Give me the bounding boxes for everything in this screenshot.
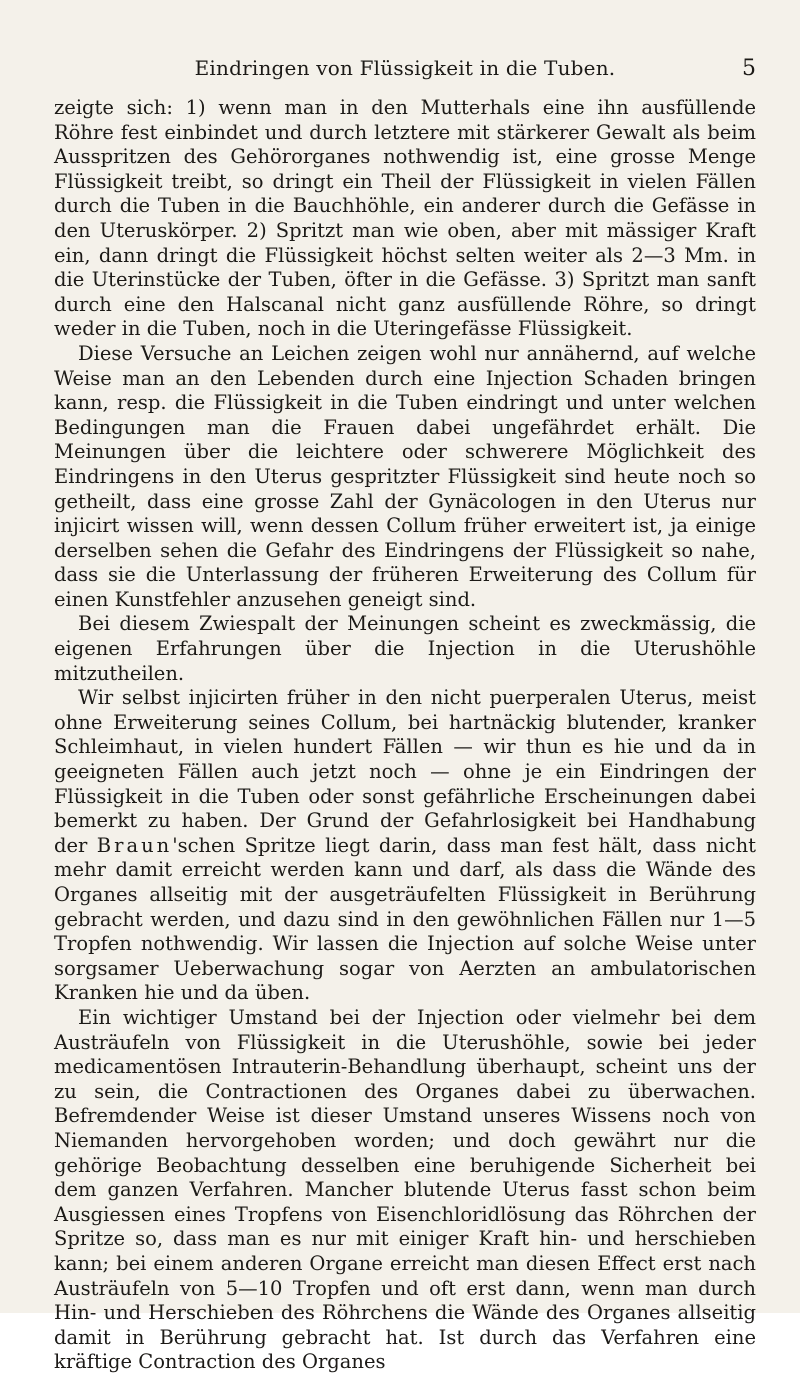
paragraph-5: Ein wichtiger Umstand bei der Injection oder vielmehr bei dem Austräufeln von Flüssigkeit in die Uterushöhle, sowie bei jeder medicamentösen Intrauterin-Behandlung überhaupt, scheint uns der zu sein, die Contractionen des Organes dabei zu überwachen. Befremdender Weise ist dieser Umstand unseres Wissens noch von Niemanden hervorgehoben worden; und doch gewährt nur die gehörige Beobachtung desselben eine beruhigende Sicherheit bei dem ganzen Verfahren. Mancher blutende Uterus fasst schon beim Ausgiessen eines Tropfens von Eisenchloridlösung das Röhrchen der Spritze so, dass man es nur mit einiger Kraft hin- und herschieben kann; bei einem anderen Organe erreicht man diesen Effect erst nach Austräufeln von 5—10 Tropfen und oft erst dann, wenn man durch Hin- und Herschieben des Röhrchens die Wände des Organes allseitig damit in Berührung gebracht hat. Ist durch das Verfahren eine kräftige Contraction des Organes <box>54 1005 756 1374</box>
paragraph-4-text-a: Wir selbst injicirten früher in den nicht puerperalen Uterus, meist ohne Erweiterung seines Collum, bei hartnäckig blutender, kranker Schleimhaut, in vielen hundert Fällen — wir thun es hie und da in geeigneten Fällen auch jetzt noch — ohne je ein Eindringen der Flüssigkeit in die Tuben oder sonst gefährliche Erscheinungen dabei bemerkt zu haben. Der Grund der Gefahrlosigkeit bei Handhabung der <box>54 686 756 857</box>
body-text <box>54 96 756 1375</box>
paragraph-4 <box>54 686 756 1006</box>
author-name-braun: Braun <box>96 833 173 857</box>
paragraph-2: Diese Versuche an Leichen zeigen wohl nur annähernd, auf welche Weise man an den Lebenden durch eine Injection Schaden bringen kann, resp. die Flüssigkeit in die Tuben eindringt und unter welchen Bedingungen man die Frauen dabei ungefährdet erhält. Die Meinungen über die leichtere oder schwerere Möglichkeit des Eindringens in den Uterus gespritzter Flüssigkeit sind heute noch so getheilt, dass eine grosse Zahl der Gynäcologen in den Uterus nur injicirt wissen will, wenn dessen Collum früher erweitert ist, ja einige derselben sehen die Gefahr des Eindringens der Flüssigkeit so nahe, dass sie die Unterlassung der früheren Erweiterung des Collum für einen Kunstfehler anzusehen geneigt sind. <box>54 341 756 611</box>
paragraph-1: zeigte sich: 1) wenn man in den Mutterhals eine ihn ausfüllende Röhre fest einbindet und durch letztere mit stärkerer Gewalt als beim Ausspritzen des Gehörorganes nothwendig ist, eine grosse Menge Flüssigkeit treibt, so dringt ein Theil der Flüssigkeit in vielen Fällen durch die Tuben in die Bauchhöhle, ein anderer durch die Gefässe in den Uteruskörper. 2) Spritzt man wie oben, aber mit mässiger Kraft ein, dann dringt die Flüssigkeit höchst selten weiter als 2—3 Mm. in die Uterinstücke der Tuben, öfter in die Gefässe. 3) Spritzt man sanft durch eine den Halscanal nicht ganz ausfüllende Röhre, so dringt weder in die Tuben, noch in die Uteringefässe Flüssigkeit. <box>54 96 756 341</box>
page-number: 5 <box>742 56 756 81</box>
paragraph-4-text-b: 'schen Spritze liegt darin, dass man fest hält, dass nicht mehr damit erreicht werden kann und darf, als dass die Wände des Organes allseitig mit der ausgeträufelten Flüssigkeit in Berührung gebracht werden, und dazu sind in den gewöhnlichen Fällen nur 1—5 Tropfen nothwendig. Wir lassen die Injection auf solche Weise unter sorgsamer Ueberwachung sogar von Aerzten an ambulatorischen Kranken hie und da üben. <box>54 833 756 1005</box>
paragraph-3: Bei diesem Zwiespalt der Meinungen scheint es zweckmässig, die eigenen Erfahrungen über die Injection in die Uterushöhle mitzutheilen. <box>54 612 756 685</box>
running-head: Eindringen von Flüssigkeit in die Tuben. <box>194 56 616 80</box>
page-header <box>54 56 756 90</box>
